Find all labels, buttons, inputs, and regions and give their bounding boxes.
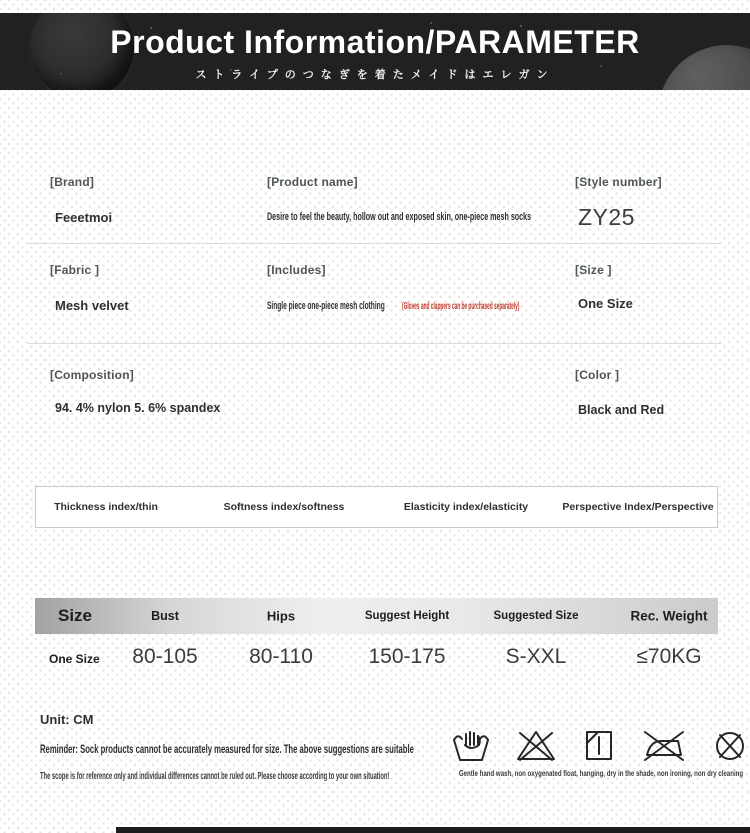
bottom-strip xyxy=(116,827,750,833)
style-number-label: [Style number] xyxy=(575,175,662,189)
reminder-text: Reminder: Sock products cannot be accurately measured for size. The above suggestions are suitable xyxy=(40,742,414,756)
cell-size: One Size xyxy=(49,652,100,666)
size-label: [Size ] xyxy=(575,263,612,277)
cell-hips: 80-110 xyxy=(249,645,313,668)
col-header-bust: Bust xyxy=(151,609,179,623)
composition-label: [Composition] xyxy=(50,368,134,382)
brand-value: Feeetmoi xyxy=(55,210,113,225)
no-dry-clean-icon xyxy=(712,726,748,764)
cell-suggested-size: S-XXL xyxy=(505,645,567,668)
index-strip xyxy=(35,486,718,528)
care-icons-row xyxy=(452,726,748,764)
header-banner xyxy=(0,13,750,90)
page-subtitle-japanese: ストライプのつなぎを着たメイドはエレガン xyxy=(195,69,555,81)
cell-bust: 80-105 xyxy=(132,645,198,668)
page-title: Product Information/PARAMETER xyxy=(110,24,640,60)
product-name-value: Desire to feel the beauty, hollow out and exposed skin, one-piece mesh socks xyxy=(267,211,532,223)
col-header-rec-weight: Rec. Weight xyxy=(630,608,708,624)
size-value: One Size xyxy=(578,296,633,311)
thickness-index: Thickness index/thin xyxy=(54,501,158,513)
care-caption: Gentle hand wash, non oxygenated float, hanging, dry in the shade, non ironing, non dry cleaning xyxy=(458,768,744,778)
includes-note-red: (Gloves and clappers can be purchased separately) xyxy=(402,301,520,312)
color-value: Black and Red xyxy=(578,403,665,417)
drip-dry-shade-icon xyxy=(582,726,616,764)
softness-index: Softness index/softness xyxy=(223,501,345,513)
size-table-header xyxy=(35,598,718,634)
col-header-suggested-size: Suggested Size xyxy=(493,610,579,622)
unit-label: Unit: CM xyxy=(40,712,94,727)
product-name-label: [Product name] xyxy=(267,175,358,189)
no-iron-icon xyxy=(640,726,688,764)
no-bleach-icon xyxy=(514,726,558,764)
col-header-suggest-height: Suggest Height xyxy=(364,610,450,622)
elasticity-index: Elasticity index/elasticity xyxy=(403,501,529,513)
composition-value: 94. 4% nylon 5. 6% spandex xyxy=(55,401,221,415)
hand-wash-icon xyxy=(452,726,490,764)
stars-decor xyxy=(0,13,2,15)
includes-value: Single piece one-piece mesh clothing xyxy=(267,300,385,312)
scope-text: The scope is for reference only and individual differences cannot be ruled out. Please choose according to your own situation! xyxy=(40,771,390,782)
col-header-hips: Hips xyxy=(266,608,296,624)
divider xyxy=(28,243,722,244)
style-number-value: ZY25 xyxy=(578,204,635,230)
cell-suggest-height: 150-175 xyxy=(368,645,446,668)
cell-rec-weight: ≤70KG xyxy=(636,645,702,668)
fabric-label: [Fabric ] xyxy=(50,263,100,277)
divider xyxy=(28,343,722,344)
includes-label: [Includes] xyxy=(267,263,326,277)
perspective-index: Perspective Index/Perspective xyxy=(562,501,714,513)
color-label: [Color ] xyxy=(575,368,620,382)
fabric-value: Mesh velvet xyxy=(55,298,129,313)
brand-label: [Brand] xyxy=(50,175,95,189)
col-header-size: Size xyxy=(57,606,93,625)
